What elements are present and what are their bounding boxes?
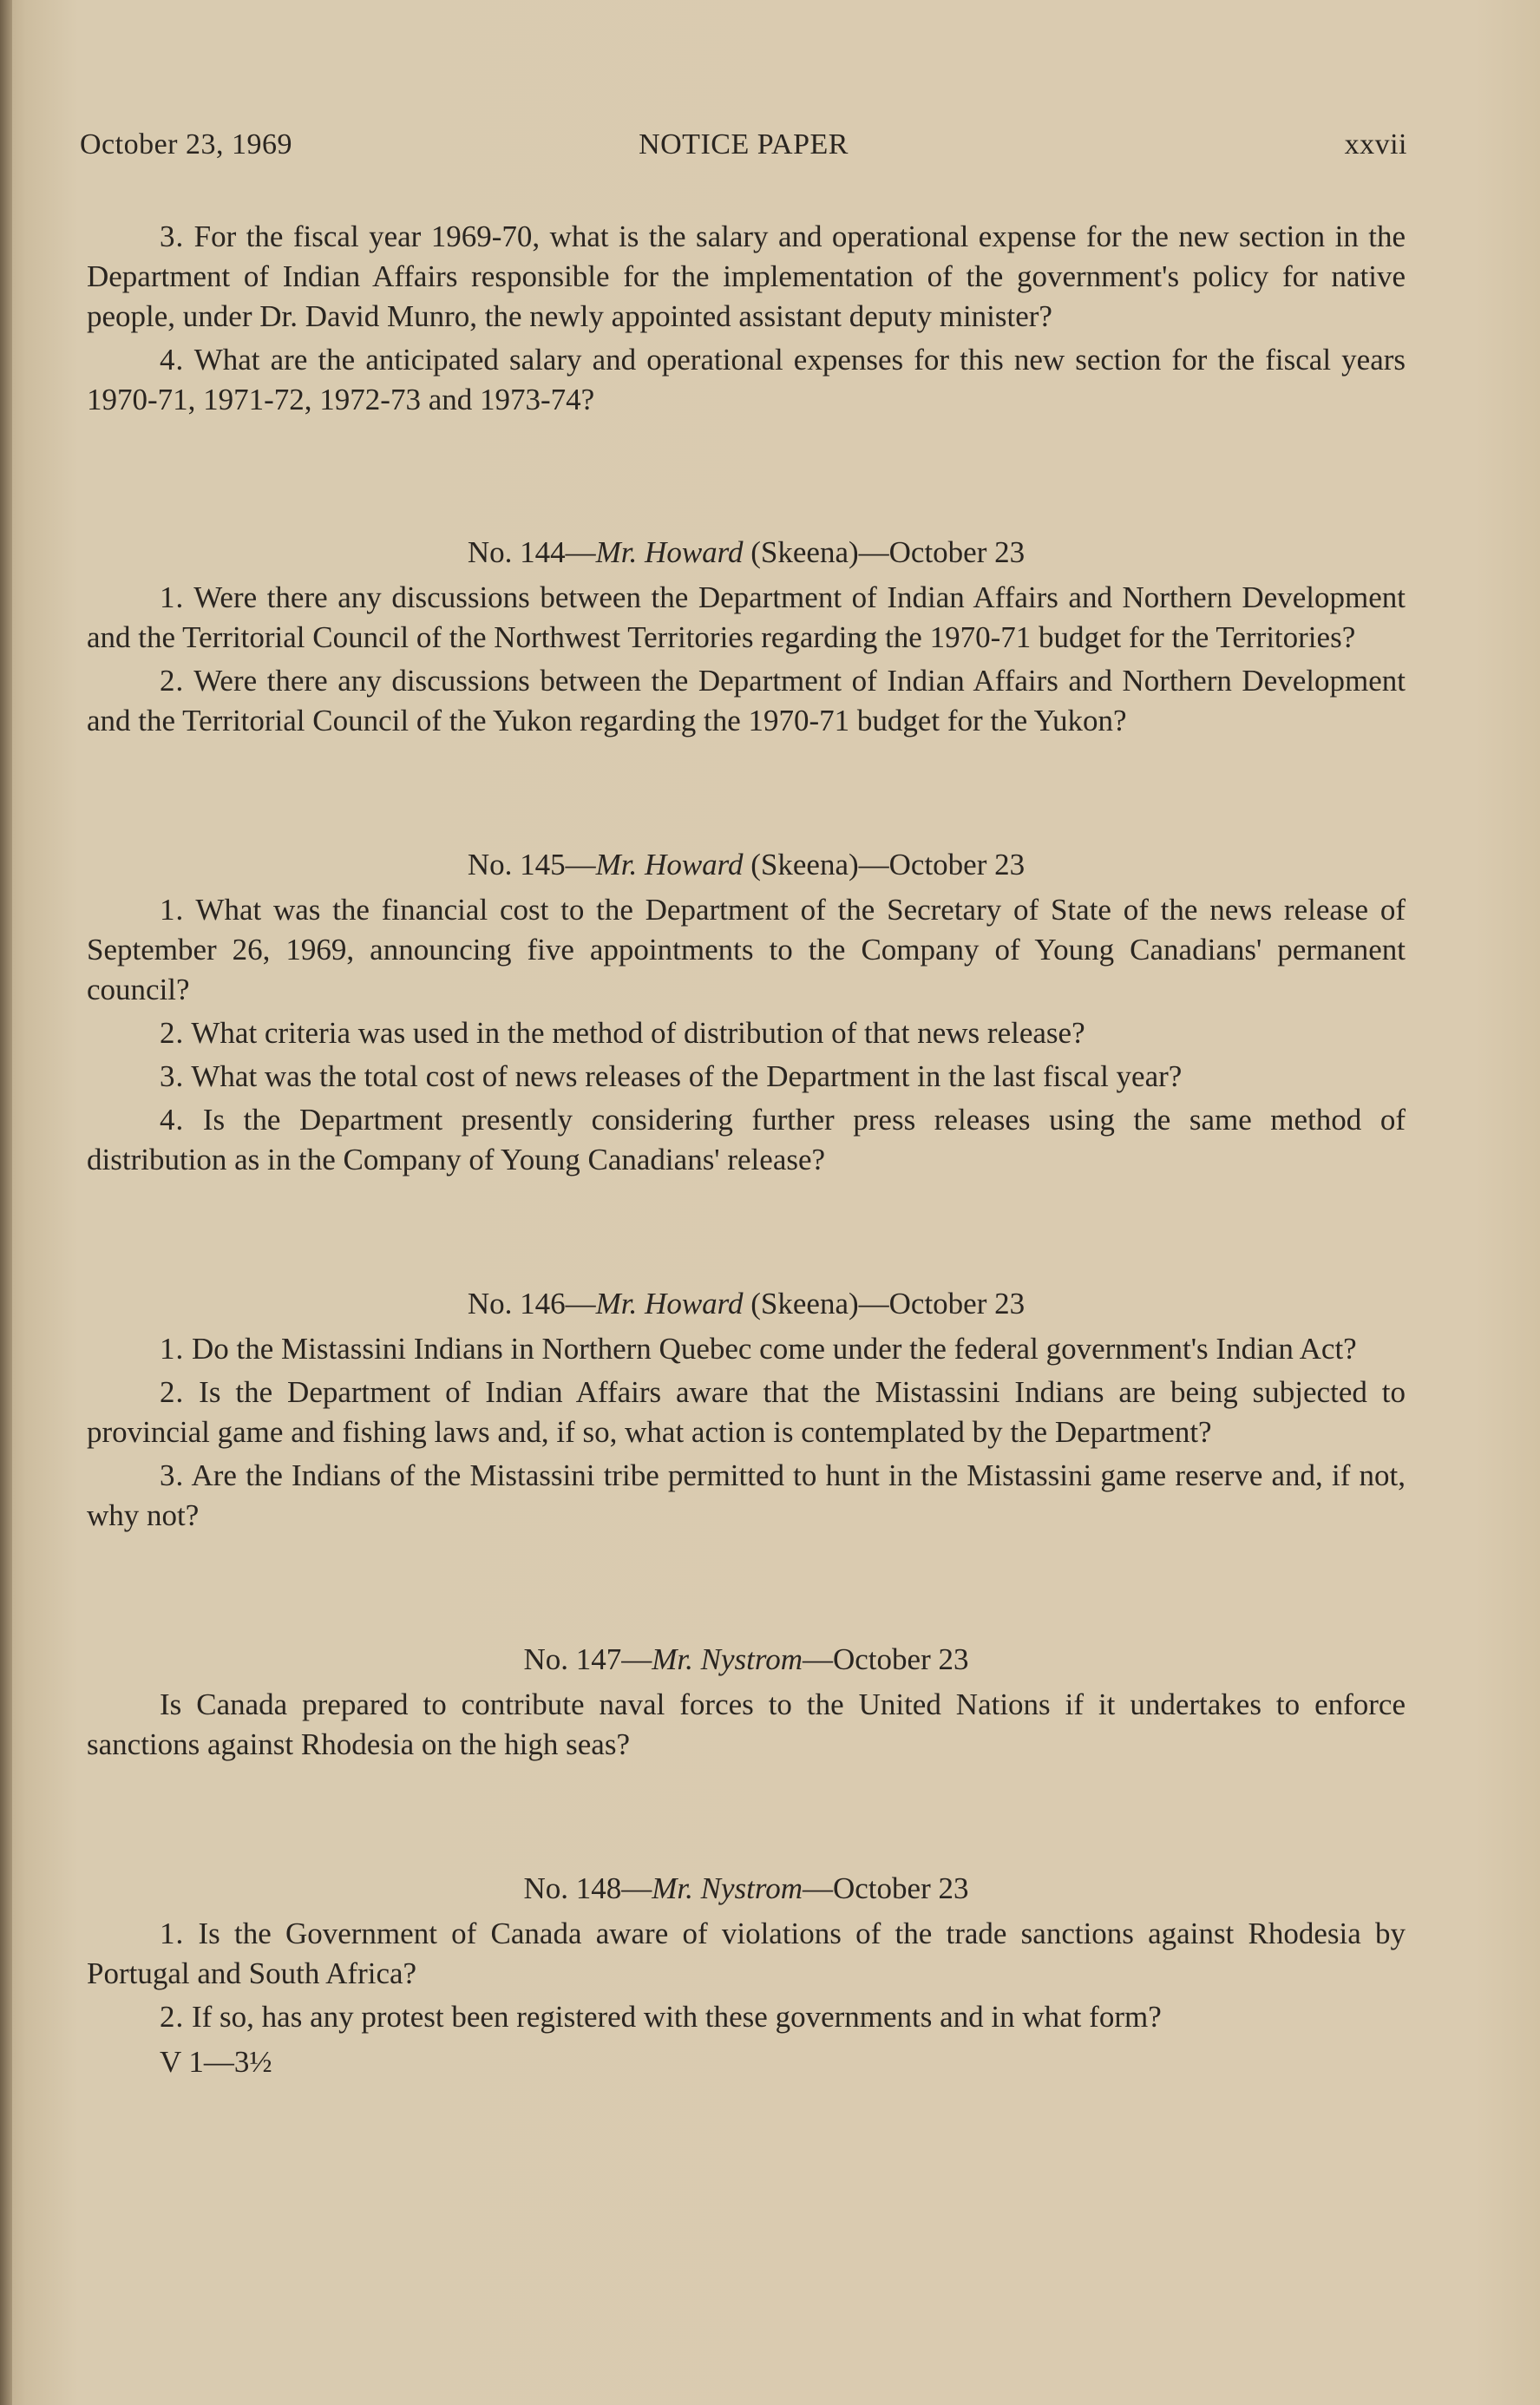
question-heading: No. 148—Mr. Nystrom—October 23 xyxy=(523,1871,969,1905)
question-145 xyxy=(87,845,1406,1180)
paragraph-number: 1. xyxy=(160,1917,185,1950)
paragraph-text: Do the Mistassini Indians in Northern Quebec come under the federal government's Indian Act? xyxy=(192,1332,1357,1366)
question-paragraph xyxy=(87,1373,1406,1452)
question-146 xyxy=(87,1284,1406,1536)
member-riding: (Skeena) xyxy=(750,848,859,881)
question-paragraph xyxy=(87,217,1406,337)
question-date: October 23 xyxy=(888,535,1026,569)
question-paragraph xyxy=(87,1013,1406,1053)
question-144 xyxy=(87,533,1406,741)
paragraph-text: Is Canada prepared to contribute naval forces to the United Nations if it undertakes to enforce sanctions against Rhodesia on the high seas? xyxy=(87,1687,1406,1761)
question-date: October 23 xyxy=(888,848,1026,881)
member-name: Mr. Nystrom xyxy=(652,1642,803,1676)
paragraph-number: 2. xyxy=(160,664,185,698)
paragraph-number: 1. xyxy=(160,1332,185,1366)
continued-question xyxy=(87,217,1406,420)
member-name: Mr. Howard xyxy=(595,848,744,881)
member-riding: (Skeena) xyxy=(750,1287,859,1320)
paragraph-text: Are the Indians of the Mistassini tribe permitted to hunt in the Mistassini game reserve and, if not, why not? xyxy=(87,1458,1406,1532)
paragraph-text: What are the anticipated salary and operational expenses for this new section for the fiscal years 1970-71, 1971-72, 1972-73 and 1973-74? xyxy=(87,343,1406,416)
page-header xyxy=(80,128,1407,172)
signature-mark: V 1—3½ xyxy=(160,2045,272,2079)
paragraph-number: 2. xyxy=(160,2000,185,2034)
header-page-number: xxvii xyxy=(1344,128,1407,161)
paragraph-number: 2. xyxy=(160,1016,185,1050)
paragraph-text: Is the Department presently considering further press releases using the same method of distribution as in the Company of Young Canadians' release? xyxy=(87,1103,1406,1176)
question-paragraph xyxy=(87,1685,1406,1765)
question-paragraph xyxy=(87,340,1406,420)
paragraph-text: Were there any discussions between the Department of Indian Affairs and Northern Development and the Territorial Council of the Yukon regarding the 1970-71 budget for the Yukon? xyxy=(87,664,1406,737)
question-heading: No. 145—Mr. Howard (Skeena)—October 23 xyxy=(467,848,1026,881)
paragraph-number: 4. xyxy=(160,343,185,377)
question-number: No. 146 xyxy=(467,1287,566,1320)
question-148 xyxy=(87,1869,1406,2082)
member-name: Mr. Nystrom xyxy=(652,1871,803,1905)
question-paragraph xyxy=(87,1100,1406,1180)
header-date: October 23, 1969 xyxy=(80,128,293,161)
member-riding: (Skeena) xyxy=(750,535,859,569)
member-name: Mr. Howard xyxy=(595,1287,744,1320)
paragraph-text: What was the financial cost to the Department of the Secretary of State of the news release of September 26, 1969, announcing five appointments to the Company of Young Canadians' permanent council? xyxy=(87,893,1406,1006)
paragraph-text: What was the total cost of news releases of the Department in the last fiscal year? xyxy=(191,1059,1183,1093)
question-147 xyxy=(87,1640,1406,1765)
question-paragraph xyxy=(87,1329,1406,1369)
question-paragraph xyxy=(87,1057,1406,1097)
page-body xyxy=(87,217,1406,2113)
question-paragraph xyxy=(87,1997,1406,2037)
paragraph-text: Is the Department of Indian Affairs aware that the Mistassini Indians are being subjected to provincial game and fishing laws and, if so, what action is contemplated by the Department? xyxy=(87,1375,1406,1449)
paragraph-number: 4. xyxy=(160,1103,185,1137)
question-heading: No. 147—Mr. Nystrom—October 23 xyxy=(523,1642,969,1676)
question-heading: No. 146—Mr. Howard (Skeena)—October 23 xyxy=(467,1287,1026,1320)
question-heading: No. 144—Mr. Howard (Skeena)—October 23 xyxy=(467,535,1026,569)
question-paragraph xyxy=(87,1914,1406,1994)
paragraph-text: If so, has any protest been registered with these governments and in what form? xyxy=(192,2000,1162,2034)
paragraph-number: 3. xyxy=(160,1458,185,1492)
question-number: No. 145 xyxy=(467,848,566,881)
question-date: October 23 xyxy=(833,1642,969,1676)
paragraph-text: Is the Government of Canada aware of violations of the trade sanctions against Rhodesia by Portugal and South Africa? xyxy=(87,1917,1406,1990)
question-number: No. 144 xyxy=(467,535,566,569)
paragraph-number: 1. xyxy=(160,893,185,927)
question-number: No. 148 xyxy=(523,1871,622,1905)
question-number: No. 147 xyxy=(523,1642,622,1676)
paragraph-number: 2. xyxy=(160,1375,185,1409)
question-date: October 23 xyxy=(833,1871,969,1905)
question-paragraph xyxy=(87,578,1406,658)
paragraph-number: 1. xyxy=(160,580,185,614)
question-date: October 23 xyxy=(888,1287,1026,1320)
question-paragraph xyxy=(87,661,1406,741)
question-paragraph xyxy=(87,1456,1406,1536)
paragraph-number: 3. xyxy=(160,220,185,253)
binding-edge xyxy=(0,0,12,2405)
paragraph-number: 3. xyxy=(160,1059,185,1093)
paragraph-text: What criteria was used in the method of distribution of that news release? xyxy=(191,1016,1085,1050)
paragraph-text: For the fiscal year 1969-70, what is the salary and operational expense for the new section in the Department of Indian Affairs responsible for the implementation of the government's policy for native people, under Dr. David Munro, the newly appointed assistant deputy minister? xyxy=(87,220,1406,333)
question-paragraph xyxy=(87,890,1406,1010)
paragraph-text: Were there any discussions between the Department of Indian Affairs and Northern Development and the Territorial Council of the Northwest Territories regarding the 1970-71 budget for the Territories? xyxy=(87,580,1406,654)
header-title: NOTICE PAPER xyxy=(639,128,849,161)
member-name: Mr. Howard xyxy=(595,535,744,569)
